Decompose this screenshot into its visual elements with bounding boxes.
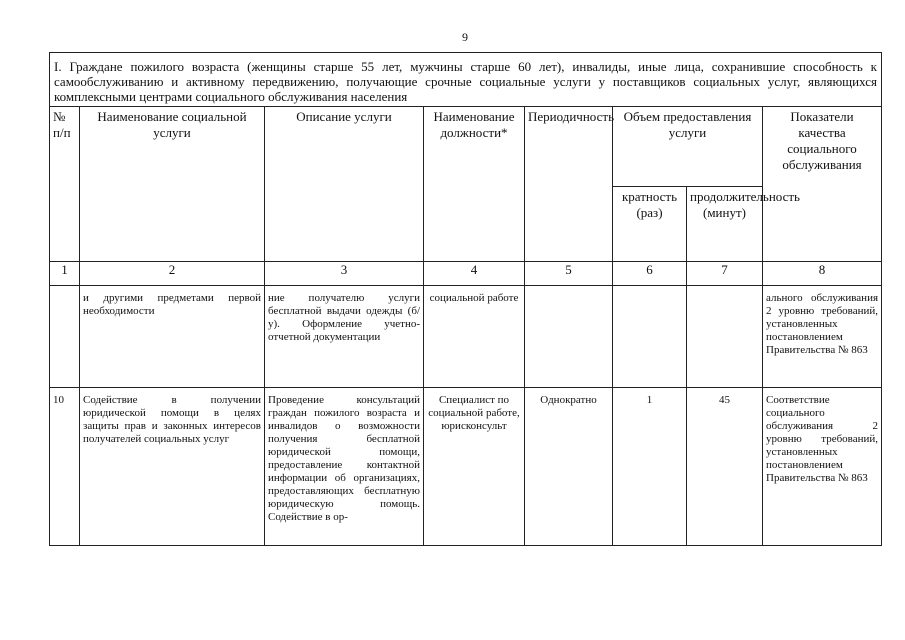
header-row-1	[50, 107, 882, 187]
header-name: Наименование социальной услуги	[80, 107, 265, 262]
table-row	[50, 388, 882, 546]
row-position: социальной работе	[424, 286, 525, 388]
row-periodicity: Однократно	[525, 388, 613, 546]
column-number: 8	[763, 262, 882, 286]
row-quality: Соответствие социального обслуживания 2 уровню требований, установленных постановлением Правительства № 863	[763, 388, 882, 546]
header-num: № п/п	[50, 107, 80, 262]
row-num	[50, 286, 80, 388]
header-periodicity: Периодичность	[525, 107, 613, 262]
header-times: кратность (раз)	[613, 187, 687, 262]
row-description: Проведение консультаций граждан пожилого возраста и инвалидов о возможности получения бесплатной юридической помощи, предоставление контактной информации об организациях, предоставляющих бесплатную юридическую помощь. Содействие в ор-	[265, 388, 424, 546]
column-number: 3	[265, 262, 424, 286]
column-number: 2	[80, 262, 265, 286]
row-times: 1	[613, 388, 687, 546]
row-times	[613, 286, 687, 388]
row-service-name: и другими предметами первой необходимости	[80, 286, 265, 388]
row-description: ние получателю услуги бесплатной выдачи одежды (б/у). Оформление учетно-отчетной документации	[265, 286, 424, 388]
header-volume: Объем предоставления услуги	[613, 107, 763, 187]
row-duration	[687, 286, 763, 388]
column-number: 6	[613, 262, 687, 286]
column-number: 1	[50, 262, 80, 286]
header-quality: Показатели качества социального обслуживания	[763, 107, 882, 262]
row-quality: ального обслуживания 2 уровню требований, установленных постановлением Правительства № 863	[763, 286, 882, 388]
column-number: 4	[424, 262, 525, 286]
row-periodicity	[525, 286, 613, 388]
header-duration: продолжительность (минут)	[687, 187, 763, 262]
row-num: 10	[50, 388, 80, 546]
column-number-row	[50, 262, 882, 286]
column-number: 5	[525, 262, 613, 286]
row-service-name: Содействие в получении юридической помощи в целях защиты прав и законных интересов получателей социальных услуг	[80, 388, 265, 546]
table-row	[50, 286, 882, 388]
header-position: Наименование должности*	[424, 107, 525, 262]
intro-row	[50, 53, 882, 107]
page-number: 9	[462, 30, 468, 44]
header-description: Описание услуги	[265, 107, 424, 262]
row-duration: 45	[687, 388, 763, 546]
column-number: 7	[687, 262, 763, 286]
row-position: Специалист по социальной работе, юрисконсульт	[424, 388, 525, 546]
section-intro: I. Граждане пожилого возраста (женщины старше 55 лет, мужчины старше 60 лет), инвалиды, иные лица, сохранившие способность к самообслуживанию и активному передвижению, получающие срочные социальные услуги у поставщиков социальных услуг, являющихся комплексными центрами социального обслуживания населения	[50, 53, 882, 107]
services-table	[49, 52, 882, 546]
